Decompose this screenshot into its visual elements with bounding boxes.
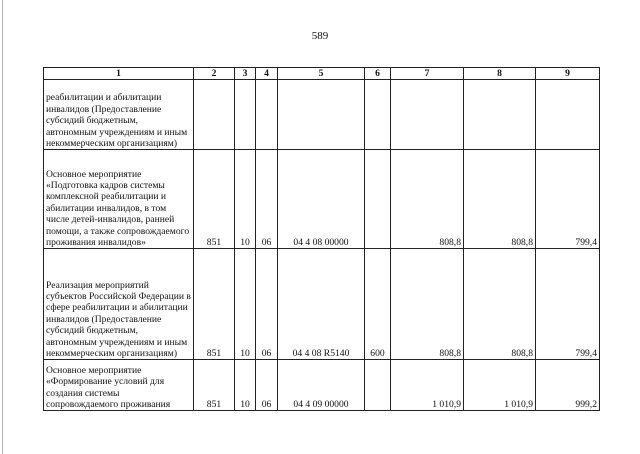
row-name-cell: реабилитации и абилитации инвалидов (Предоставление субсидий бюджетным, автономным учреждениям и иным некоммерческим организациям) [44,80,194,150]
cell-amount-9: 999,2 [536,360,600,411]
header-cell: 3 [235,68,256,80]
table-row [44,360,600,411]
cell-grbs: 851 [194,360,235,411]
table-row [44,150,600,249]
header-cell: 2 [194,68,235,80]
cell-grbs: 851 [194,249,235,360]
header-cell: 5 [278,68,365,80]
header-cell: 9 [536,68,600,80]
cell-section: 10 [235,150,256,249]
cell-amount-8 [464,80,536,150]
cell-amount-8: 808,8 [464,150,536,249]
cell-amount-9: 799,4 [536,249,600,360]
row-name-cell: Реализация мероприятий субъектов Российской Федерации в сфере реабилитации и абилитации инвалидов (Предоставление субсидий бюджетным, автономным учреждениям и иным некоммерческим организациям) [44,249,194,360]
cell-grbs [194,80,235,150]
cell-subsection: 06 [256,150,278,249]
table-row [44,80,600,150]
cell-target-article: 04 4 08 R5140 [278,249,365,360]
cell-target-article: 04 4 09 00000 [278,360,365,411]
header-cell: 8 [464,68,536,80]
cell-amount-8: 808,8 [464,249,536,360]
cell-expense-type [365,150,391,249]
page-number: 589 [311,30,329,42]
cell-section: 10 [235,360,256,411]
cell-subsection: 06 [256,360,278,411]
cell-section: 10 [235,249,256,360]
cell-grbs: 851 [194,150,235,249]
cell-amount-9: 799,4 [536,150,600,249]
cell-target-article [278,80,365,150]
header-cell: 4 [256,68,278,80]
cell-expense-type: 600 [365,249,391,360]
cell-subsection [256,80,278,150]
header-cell: 7 [391,68,464,80]
cell-target-article: 04 4 08 00000 [278,150,365,249]
row-name-cell: Основное мероприятие «Формирование условий для создания системы сопровождаемого проживания [44,360,194,411]
cell-amount-8: 1 010,9 [464,360,536,411]
cell-section [235,80,256,150]
header-row [44,68,600,80]
cell-amount-9 [536,80,600,150]
header-cell: 6 [365,68,391,80]
budget-table [43,67,600,411]
cell-amount-7: 808,8 [391,150,464,249]
row-name-cell: Основное мероприятие «Подготовка кадров системы комплексной реабилитации и абилитации инвалидов, в том числе детей-инвалидов, ранней помощи, а также сопровождаемого проживания инвалидов» [44,150,194,249]
table-row [44,249,600,360]
cell-amount-7: 1 010,9 [391,360,464,411]
cell-amount-7: 808,8 [391,249,464,360]
header-cell: 1 [44,68,194,80]
cell-expense-type [365,80,391,150]
cell-amount-7 [391,80,464,150]
cell-expense-type [365,360,391,411]
scan-edge-line [2,0,3,454]
cell-subsection: 06 [256,249,278,360]
